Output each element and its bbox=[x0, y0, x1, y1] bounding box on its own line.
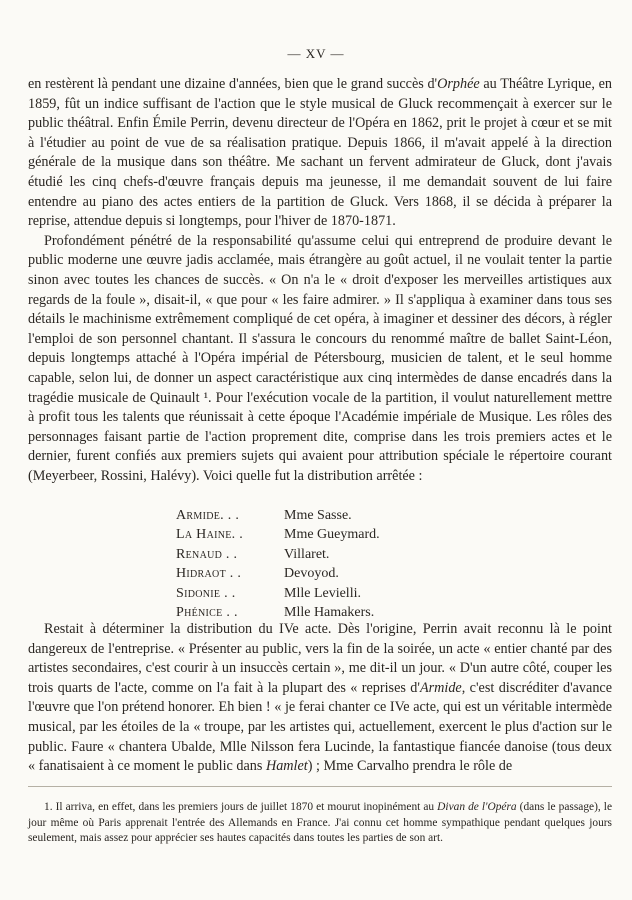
cast-row bbox=[176, 584, 380, 603]
footnote-1: 1. Il arriva, en effet, dans les premiers jours de juillet 1870 et mourut inopinément au Divan de l'Opéra (dans le passage), le jour même où Paris apprenait l'entrée des Allemands en France. J'ai connu cet homme sympathique pendant quelques jours seulement, mais assez pour apprécier ses hautes capacités dans toutes les parties de son art. bbox=[28, 801, 612, 845]
cast-actor: Mlle Levielli. bbox=[284, 585, 361, 601]
title-orphee: Orphée bbox=[437, 76, 480, 92]
paragraph-2: Profondément pénétré de la responsabilité qu'assume celui qui entreprend de produire devant le public moderne une œuvre jadis acclamée, mais étrangère au goût actuel, il ne voulait tenter la partie sinon avec toutes les chances de succès. « On n'a le « droit d'exposer les merveilles artistiques aux regards de la foule », disait-il, « que pour « les faire admirer. » Il s'appliqua à examiner dans tous ses détails le machinisme extrêmement compliqué de cet opéra, à imaginer et dessiner des décors, à régler l'emploi de son personnel chantant. Il s'assura le concours du renommé maître de ballet Saint-Léon, depuis longtemps attaché à l'Opéra impérial de Pétersbourg, musicien de talent, et le seul homme capable, selon lui, de donner un aspect caractéristique aux cinq intermèdes de danse encadrés dans la tragédie musicale de Quinault ¹. Pour l'exécution vocale de la partition, il voulut naturellement mettre à profit tous les talents que réunissait à cette époque l'Académie impériale de Musique. Les rôles des personnages faisant partie de l'action proprement dite, comprise dans les trois premiers actes et le dernier, furent confiés aux premiers sujets qui avaient pour attribution spéciale le répertoire courant (Meyerbeer, Rossini, Halévy). Voici quelle fut la distribution arrêtée : bbox=[28, 232, 612, 484]
main-text bbox=[28, 75, 612, 486]
cast-role: Renaud . . bbox=[176, 546, 238, 562]
cast-list bbox=[176, 506, 380, 622]
paragraph-1: en restèrent là pendant une dizaine d'années, bien que le grand succès d'Orphée au Théâtre Lyrique, en 1859, fût un indice suffisant de l'action que le style musical de Gluck recommençait à exercer sur le public théâtral. Enfin Émile Perrin, devenu directeur de l'Opéra en 1862, prit le projet à cœur et se mit à l'étudier au point de vue de sa réalisation pratique. Depuis 1866, il m'avait appelé à la direction générale de la musique dans son théâtre. Me sachant un fervent admirateur de Gluck, dont j'avais étudié les cinq chefs-d'œuvre français depuis ma jeunesse, il me demandait souvent de lui faire entendre au piano des actes entiers de la partition de Gluck. Vers 1868, il se décida à préparer la reprise, attendue depuis si longtemps, pour l'hiver de 1870-1871. bbox=[28, 76, 612, 230]
cast-actor: Villaret. bbox=[284, 546, 330, 562]
paragraph-3: Restait à déterminer la distribution du IVe acte. Dès l'origine, Perrin avait reconnu là le point dangereux de l'entreprise. « Présenter au public, vers la fin de la soirée, un acte « entier chanté par des artistes secondaires, c'est courir à un insuccès certain », me dit-il un jour. « D'un autre côté, couper les trois quarts de l'acte, comme on l'a fait à la plupart des « reprises d'Armide, c'est discréditer d'avance l'œuvre que l'on prétend honorer. Eh bien ! « je ferai chanter ce IVe acte, qui est un véritable intermède musical, par les étoiles de la « troupe, par les artistes qui, actuellement, exercent le plus d'action sur le public. Faure « chantera Ubalde, Mlle Nilsson fera Lucinde, la fantastique fiancée danoise (tous deux « fanatisaient à ce moment le public dans Hamlet) ; Mme Carvalho prendra le rôle de bbox=[28, 621, 613, 775]
cast-actor: Devoyod. bbox=[284, 566, 339, 582]
cast-actor: Mlle Hamakers. bbox=[284, 605, 375, 621]
cast-row bbox=[176, 545, 380, 564]
title-divan: Divan de l'Opéra bbox=[437, 801, 517, 813]
cast-row bbox=[176, 506, 380, 525]
cast-role: La Haine. . bbox=[176, 527, 244, 543]
cast-role: Hidraot . . bbox=[176, 566, 242, 582]
cast-role: Armide. . . bbox=[176, 508, 240, 523]
main-text-continued bbox=[28, 620, 612, 777]
footnote-divider bbox=[28, 786, 612, 787]
title-hamlet: Hamlet bbox=[265, 758, 308, 775]
cast-row bbox=[176, 564, 380, 583]
cast-row bbox=[176, 525, 380, 544]
cast-actor: Mme Gueymard. bbox=[284, 527, 380, 543]
cast-role: Phénice . . bbox=[176, 605, 238, 621]
cast-actor: Mme Sasse. bbox=[284, 508, 352, 523]
cast-role: Sidonie . . bbox=[176, 585, 236, 601]
page-number: — XV — bbox=[287, 46, 345, 61]
footnote bbox=[28, 800, 612, 847]
title-armide: Armide bbox=[419, 679, 462, 696]
